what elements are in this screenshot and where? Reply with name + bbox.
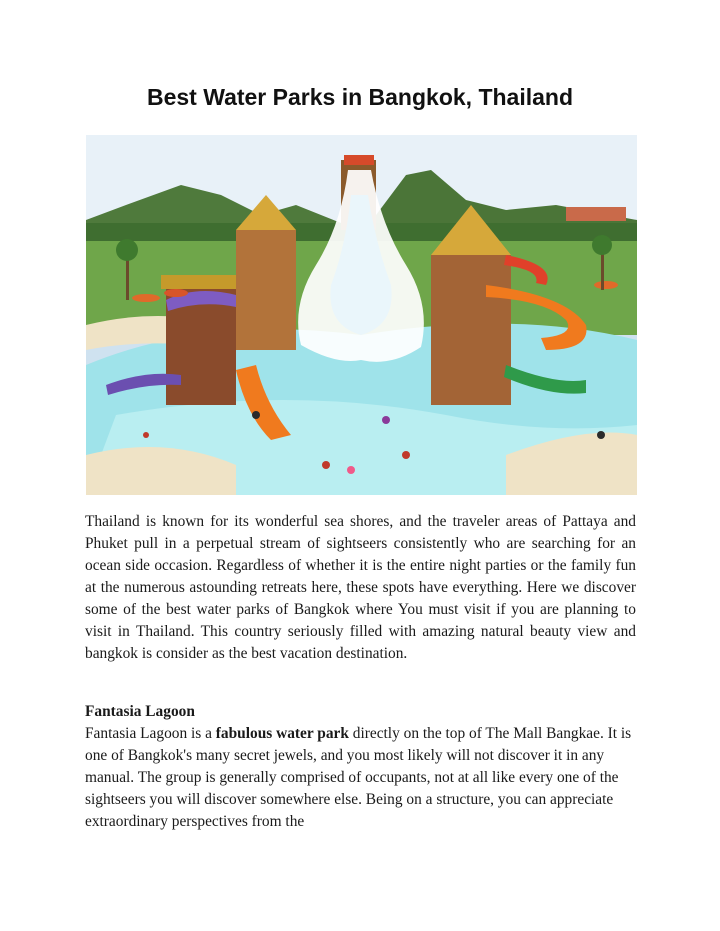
building-right (566, 207, 626, 221)
palm-crown (592, 235, 612, 255)
bucket (344, 155, 374, 165)
section-heading: Fantasia Lagoon (85, 703, 195, 720)
section-text-before: Fantasia Lagoon is a (85, 725, 216, 742)
person (382, 416, 390, 424)
section-paragraph (85, 723, 645, 833)
section-text-after: directly on the top of The Mall Bangkae. It is one of Bangkok's many secret jewels, and you most likely will not discover it in any manual. The group is generally comprised of occupants, not at all like every one of the sightseers you will discover somewhere else. Being on a structure, you can appreciate extraordinary perspectives from the (85, 725, 632, 830)
person (347, 466, 355, 474)
person (143, 432, 149, 438)
palm-crown (116, 239, 138, 261)
water-park-illustration (86, 135, 637, 495)
person (252, 411, 260, 419)
tower-left-roof (161, 275, 241, 289)
intro-paragraph: Thailand is known for its wonderful sea shores, and the traveler areas of Pattaya and Phuket pull in a perpetual stream of sightseers consistently who are searching for an ocean side occasion. Regardless of whether it is the entire night parties or the family fun at the numerous astounding retreats here, these spots have everything. Here we discover some of the best water parks of Bangkok where You must visit if you are planning to visit in Thailand. This country seriously filled with amazing natural beauty view and bangkok is consider as the best vacation destination. (85, 513, 636, 662)
umbrella (594, 281, 618, 289)
person (402, 451, 410, 459)
water-park-photo (86, 135, 637, 495)
umbrella (132, 294, 160, 302)
person (597, 431, 605, 439)
tower-center-left (236, 230, 296, 350)
page-title: Best Water Parks in Bangkok, Thailand (146, 84, 574, 110)
umbrella (164, 289, 188, 297)
section-emphasis: fabulous water park (215, 725, 349, 742)
person (322, 461, 330, 469)
tower-right (431, 255, 511, 405)
